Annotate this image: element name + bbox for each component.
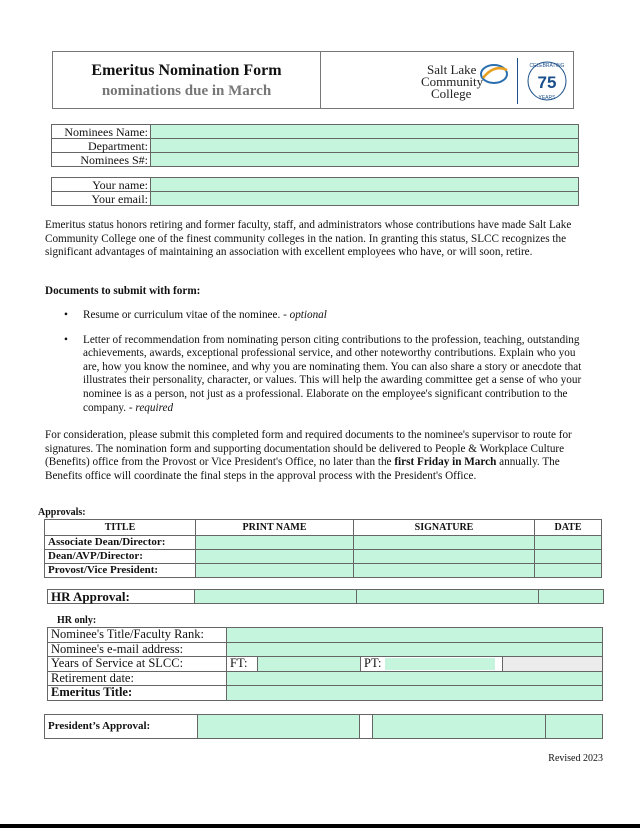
resume-item-text: Resume or curriculum vitae of the nominee. - xyxy=(83,309,290,321)
approvals-table xyxy=(44,519,602,578)
dean-label: Dean/AVP/Director: xyxy=(45,550,196,564)
nominee-email-field[interactable] xyxy=(227,642,603,657)
col-title-header: TITLE xyxy=(45,520,196,536)
associate-dean-label: Associate Dean/Director: xyxy=(45,536,196,550)
your-email-label: Your email: xyxy=(52,192,151,206)
bullet-icon: • xyxy=(64,309,68,321)
your-name-label: Your name: xyxy=(52,178,151,192)
logo-line-3: College xyxy=(431,86,472,101)
documents-list xyxy=(64,309,584,415)
provost-label: Provost/Vice President: xyxy=(45,564,196,578)
revised-note: Revised 2023 xyxy=(548,753,603,764)
ft-label: FT: xyxy=(227,657,258,672)
your-name-field[interactable] xyxy=(151,178,579,192)
provost-print-field[interactable] xyxy=(196,564,354,578)
president-approval-table xyxy=(44,714,603,739)
ft-field[interactable] xyxy=(258,657,361,672)
president-approval-label: President’s Approval: xyxy=(45,715,198,739)
years-service-label: Years of Service at SLCC: xyxy=(48,657,227,672)
pt-field[interactable] xyxy=(385,658,495,670)
nominee-snum-label: Nominees S#: xyxy=(52,153,151,167)
emeritus-title-field[interactable] xyxy=(227,686,603,701)
president-spacer xyxy=(360,715,373,739)
letter-item-note: required xyxy=(135,401,174,414)
slcc-swoosh-icon xyxy=(477,60,511,88)
provost-date-field[interactable] xyxy=(535,564,602,578)
intro-paragraph: Emeritus status honors retiring and former faculty, staff, and administrators whose contributions have made Salt Lake Community College one of the finest community colleges in the nation. In granting this status, SLCC recognizes the significant advantages of maintaining an association with excellent employees who have, or will soon, retire. xyxy=(45,219,572,259)
col-print-header: PRINT NAME xyxy=(196,520,354,536)
department-field[interactable] xyxy=(151,139,579,153)
col-date-header: DATE xyxy=(535,520,602,536)
dean-signature-field[interactable] xyxy=(354,550,535,564)
badge-number: 75 xyxy=(537,73,557,92)
nominee-name-label: Nominees Name: xyxy=(52,125,151,139)
logo-line-1: Salt Lake xyxy=(427,62,477,77)
emeritus-title-label: Emeritus Title: xyxy=(48,686,227,701)
form-header xyxy=(52,51,574,109)
page-bottom-border xyxy=(0,824,640,828)
col-signature-header: SIGNATURE xyxy=(354,520,535,536)
hr-approval-signature-field[interactable] xyxy=(357,590,539,604)
provost-signature-field[interactable] xyxy=(354,564,535,578)
hr-approval-print-field[interactable] xyxy=(195,590,357,604)
consideration-paragraph xyxy=(45,429,593,483)
retirement-date-field[interactable] xyxy=(227,671,603,686)
hr-only-table xyxy=(47,627,603,701)
hr-approval-label: HR Approval: xyxy=(48,590,195,604)
form-subtitle: nominations due in March xyxy=(101,83,272,99)
hr-only-label: HR only: xyxy=(57,615,97,626)
header-divider xyxy=(320,52,321,108)
nominee-snum-field[interactable] xyxy=(151,153,579,167)
letter-item-text: Letter of recommendation from nominating person citing contributions to the profession, teaching, outstanding achievements, awards, exceptional professional service, and other noteworthy contributions. Explain who you are, how you know the nominee, and why you are nominating them. You can also share a story or anecdote that illustrates their personality, character, or values. This will help the awarding committee get a sense of who your nominee is as a person, not just as a professional. Elaborate on the employee's significant contribution to the company. - xyxy=(83,333,582,414)
hr-approval-table xyxy=(47,589,604,604)
slcc-logo-text xyxy=(421,64,483,100)
badge-top-text: CELEBRATING xyxy=(529,63,565,69)
list-item xyxy=(64,334,584,416)
anniversary-badge-icon xyxy=(525,57,569,105)
retirement-date-label: Retirement date: xyxy=(48,671,227,686)
badge-bottom-text: YEARS xyxy=(538,95,556,101)
title-rank-field[interactable] xyxy=(227,628,603,643)
consideration-text-1: For consideration, please submit this completed form and required documents to the nominee's supervisor to route for signatures. The nomination form and supporting documentation should be delivered to People & Workplace Culture (Benefits) office from the Provost or Vice President's Office, no later than the xyxy=(45,429,572,469)
dean-date-field[interactable] xyxy=(535,550,602,564)
associate-dean-print-field[interactable] xyxy=(196,536,354,550)
department-label: Department: xyxy=(52,139,151,153)
associate-dean-signature-field[interactable] xyxy=(354,536,535,550)
president-signature-field[interactable] xyxy=(373,715,546,739)
logo-divider xyxy=(517,58,518,104)
approvals-label: Approvals: xyxy=(38,507,86,518)
nominee-email-label: Nominee's e-mail address: xyxy=(48,642,227,657)
title-rank-label: Nominee's Title/Faculty Rank: xyxy=(48,628,227,643)
your-email-field[interactable] xyxy=(151,192,579,206)
form-title: Emeritus Nomination Form xyxy=(91,62,282,79)
documents-heading: Documents to submit with form: xyxy=(45,285,201,297)
nominee-info-table xyxy=(51,124,579,167)
list-item xyxy=(64,309,584,323)
years-extra-cell xyxy=(503,657,603,672)
logo-line-2: Community xyxy=(421,74,484,89)
president-date-field[interactable] xyxy=(546,715,603,739)
resume-item-note: optional xyxy=(289,309,327,321)
dean-print-field[interactable] xyxy=(196,550,354,564)
hr-approval-date-field[interactable] xyxy=(539,590,604,604)
nominee-name-field[interactable] xyxy=(151,125,579,139)
president-print-field[interactable] xyxy=(198,715,360,739)
bullet-icon: • xyxy=(64,333,68,346)
consideration-text-2: annually. The Benefits office will coordinate the final steps in the approval process with the President's Office. xyxy=(45,456,560,482)
pt-label: PT: xyxy=(364,656,382,671)
deadline-text: first Friday in March xyxy=(394,456,497,469)
pt-label-cell xyxy=(361,657,503,672)
nominator-info-table xyxy=(51,177,579,206)
associate-dean-date-field[interactable] xyxy=(535,536,602,550)
